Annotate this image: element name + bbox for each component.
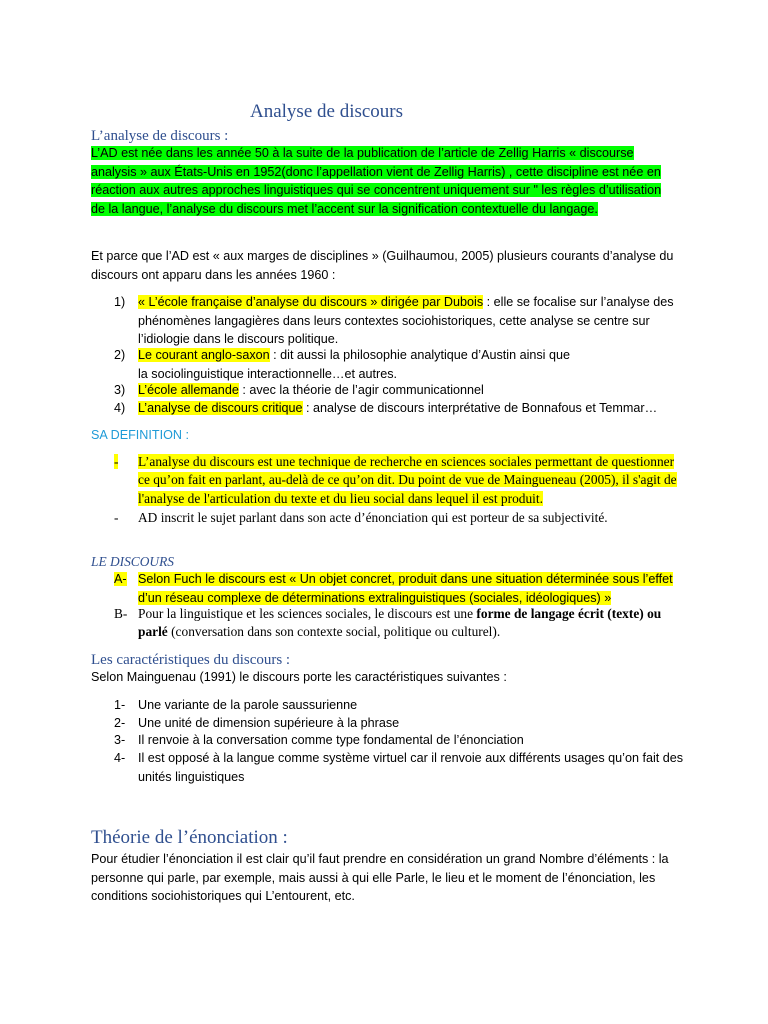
list-number: 4-: [114, 751, 126, 765]
list-item-current-3: [114, 381, 684, 400]
item-text: : avec la théorie de l’agir communicationnel: [238, 383, 484, 397]
highlight-text: Le courant anglo-saxon: [138, 348, 270, 362]
discours-item-a: [114, 570, 684, 607]
highlight-text: Selon Fuch le discours est « Un objet concret, produit dans une situation déterminée sous l’effet d’un réseau complexe de déterminations extralinguistiques (sociales, idéologiques) »: [138, 572, 673, 605]
caracteristiques-intro: Selon Mainguenau (1991) le discours porte les caractéristiques suivantes :: [91, 670, 507, 684]
list-number: 3): [114, 383, 126, 397]
list-item-current-4: [114, 399, 684, 418]
list-bullet: -: [114, 510, 119, 525]
item-text: Une unité de dimension supérieure à la phrase: [138, 716, 400, 730]
enonciation-heading: Théorie de l’énonciation :: [91, 827, 288, 848]
caracteristique-item-3: [114, 731, 684, 750]
definition-heading: SA DEFINITION :: [91, 428, 189, 442]
caracteristique-item-4: [114, 749, 684, 786]
item-text: Il renvoie à la conversation comme type fondamental de l’énonciation: [138, 733, 524, 747]
intro-paragraph-courants: Et parce que l’AD est « aux marges de disciplines » (Guilhaumou, 2005) plusieurs courants d’analyse du discours ont apparu dans les années 1960 :: [91, 249, 674, 282]
list-number: 4): [114, 401, 126, 415]
item-text: : elle se focalise sur l’analyse des phénomènes langagières dans leurs contextes sociohistoriques, cette analyse se centre sur l’idiologie dans le discours politique.: [138, 295, 674, 347]
list-bullet: -: [114, 454, 119, 469]
caracteristique-item-1: [114, 696, 684, 715]
list-number: 2-: [114, 716, 126, 730]
item-text: : dit aussi la philosophie analytique d’Austin ainsi que la sociolinguistique interactionnelle…et autres.: [138, 348, 570, 381]
green-highlight-text: L’AD est née dans les année 50 à la suite de la publication de l’article de Zellig Harris « discourse analysis » aux États-Unis en 1952(donc l’appellation vient de Zellig Harris) , cette discipline est née en réaction aux autres approches linguistiques qui se concentrent uniquement sur " les règles d’utilisation de la langue, l’analyse du discours met l’accent sur la signification contextuelle du langage.: [91, 146, 662, 216]
definition-item-1: [114, 453, 684, 508]
list-number: 3-: [114, 733, 126, 747]
caracteristique-item-2: [114, 714, 684, 733]
highlight-text: L’analyse du discours est une technique de recherche en sciences sociales permettant de questionner ce qu’on fait en parlant, au-delà de ce qu’on dit. Du point de vue de Maingueneau (2005), il s'agit de l'analyse de l'articulation du texte et du lieu social dans lequel il est produit.: [138, 454, 677, 506]
section-paragraph-analyse: [91, 144, 675, 218]
list-item-current-2: [114, 346, 684, 383]
item-text: : analyse de discours interprétative de Bonnafous et Temmar…: [302, 401, 658, 415]
list-number: 2): [114, 348, 126, 362]
section-heading-analyse: L’analyse de discours :: [91, 128, 229, 144]
item-text: Il est opposé à la langue comme système virtuel car il renvoie aux différents usages qu’on fait des unités linguistiques: [138, 751, 684, 784]
item-text: Pour la linguistique et les sciences sociales, le discours est une: [138, 606, 477, 621]
discours-heading: LE DISCOURS: [91, 554, 174, 569]
item-text: AD inscrit le sujet parlant dans son acte d’énonciation qui est porteur de sa subjectivité.: [138, 510, 608, 525]
bold-text: forme de langage écrit (texte) ou parlé: [138, 606, 662, 640]
document-title: Analyse de discours: [250, 101, 404, 122]
caracteristiques-heading: Les caractéristiques du discours :: [91, 652, 291, 668]
list-number: A-: [114, 572, 127, 586]
highlight-text: « L’école française d’analyse du discours » dirigée par Dubois: [138, 295, 484, 309]
list-item-current-1: [114, 293, 684, 349]
item-text: Une variante de la parole saussurienne: [138, 698, 358, 712]
list-number: 1-: [114, 698, 126, 712]
enonciation-paragraph: Pour étudier l’énonciation il est clair qu’il faut prendre en considération un grand Nombre d’éléments : la personne qui parle, par exemple, mais aussi à qui elle Parle, le lieu et le moment de l’énonciation, les conditions sociohistoriques qui L’entourent, etc.: [91, 852, 669, 904]
discours-item-b: [114, 605, 684, 642]
item-text: (conversation dans son contexte social, politique ou culturel).: [167, 624, 501, 640]
list-number: B-: [114, 606, 128, 621]
list-number: 1): [114, 295, 126, 309]
definition-item-2: [114, 509, 684, 527]
highlight-text: L’analyse de discours critique: [138, 401, 303, 415]
highlight-text: L’école allemande: [138, 383, 239, 397]
